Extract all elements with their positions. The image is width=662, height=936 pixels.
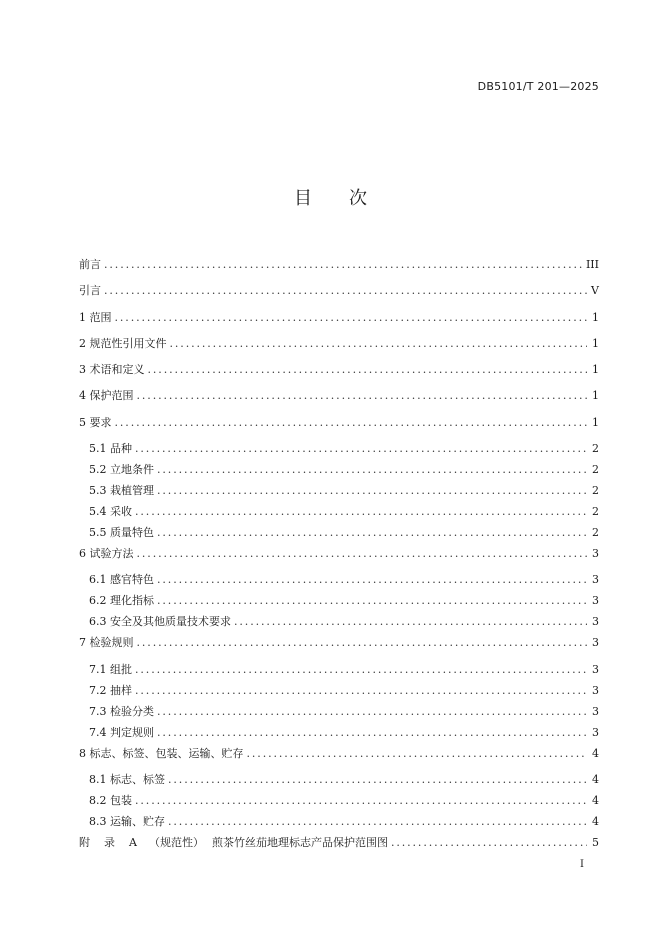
title-part-2: 次 [349, 188, 368, 209]
toc-entry-label: 5.3 栽植管理 [89, 484, 154, 498]
toc-entry[interactable] [79, 632, 599, 658]
dot-leader [135, 659, 587, 680]
toc-entry-label: 5.2 立地条件 [89, 463, 154, 477]
toc-entry-label: 3 术语和定义 [79, 363, 145, 377]
dot-leader [157, 701, 587, 722]
toc-page-number: V [591, 284, 599, 298]
toc-entry-label: 5.5 质量特色 [89, 526, 154, 540]
toc-entry[interactable] [79, 522, 599, 543]
toc-entry[interactable] [79, 590, 599, 611]
toc-entry[interactable] [79, 412, 599, 438]
toc-page-number: 2 [592, 526, 599, 540]
dot-leader [157, 459, 587, 480]
toc-entry-label: 8 标志、标签、包装、运输、贮存 [79, 746, 244, 760]
toc-entry[interactable] [79, 385, 599, 411]
toc-page-number: 3 [592, 547, 599, 561]
toc-entry[interactable] [79, 438, 599, 459]
toc-entry-label: 2 规范性引用文件 [79, 336, 167, 350]
toc-entry[interactable] [79, 611, 599, 632]
toc-entry[interactable] [79, 722, 599, 743]
dot-leader [157, 569, 587, 590]
toc-entry[interactable] [79, 769, 599, 790]
toc-page-number: 1 [592, 310, 599, 324]
dot-leader [137, 385, 588, 406]
toc-page-number: 4 [592, 746, 599, 760]
toc-entry-label: 1 范围 [79, 310, 112, 324]
toc-entry-label: 6.1 感官特色 [89, 573, 154, 587]
toc-page-number: 2 [592, 484, 599, 498]
annex-prefix: 附 [79, 835, 90, 849]
toc-page-number: 4 [592, 814, 599, 828]
toc-page-number: 1 [592, 363, 599, 377]
toc-page-number: 3 [592, 594, 599, 608]
toc-entry-label: 6.3 安全及其他质量技术要求 [89, 615, 231, 629]
dot-leader [104, 280, 587, 301]
toc-page-number: 2 [592, 463, 599, 477]
dot-leader [157, 590, 587, 611]
toc-page-number: 3 [592, 573, 599, 587]
toc-entry[interactable] [79, 359, 599, 385]
dot-leader [137, 632, 588, 653]
toc-entry[interactable] [79, 254, 599, 280]
toc-page-number: 1 [592, 389, 599, 403]
dot-leader [115, 412, 588, 433]
toc-entry-label: 4 保护范围 [79, 389, 134, 403]
toc-page-number: 4 [592, 793, 599, 807]
toc-entry[interactable] [79, 790, 599, 811]
dot-leader [135, 438, 587, 459]
annex-type: （规范性） [148, 835, 204, 849]
toc-entry-label: 5.4 采收 [89, 505, 132, 519]
toc-page-number: 3 [592, 725, 599, 739]
toc-entry-label: 7.3 检验分类 [89, 704, 154, 718]
toc-entry[interactable] [79, 480, 599, 501]
toc-entry-label: 7.4 判定规则 [89, 725, 154, 739]
toc-entry-label: 6.2 理化指标 [89, 594, 154, 608]
toc-page-number: 4 [592, 772, 599, 786]
dot-leader [135, 501, 587, 522]
dot-leader [137, 543, 588, 564]
annex-word: 录 [104, 835, 115, 849]
toc-entry[interactable] [79, 659, 599, 680]
dot-leader [170, 333, 588, 354]
toc-entry[interactable] [79, 680, 599, 701]
toc-page-number: 2 [592, 505, 599, 519]
standard-code: DB5101/T 201—2025 [477, 80, 599, 93]
page-number: I [580, 859, 584, 870]
toc-page-number: 3 [592, 615, 599, 629]
dot-leader [168, 769, 587, 790]
table-of-contents [79, 254, 599, 858]
toc-page-number: 2 [592, 442, 599, 456]
toc-entry[interactable] [79, 743, 599, 769]
toc-entry[interactable] [79, 333, 599, 359]
toc-entry-label: 7.1 组批 [89, 662, 132, 676]
toc-entry-label: 8.3 运输、贮存 [89, 814, 165, 828]
toc-entry-label: 前言 [79, 258, 101, 271]
toc-page-number: 3 [592, 704, 599, 718]
annex-title: 煎茶竹丝茄地理标志产品保护范围图 [211, 835, 388, 849]
toc-page-number: 5 [592, 835, 599, 849]
dot-leader [148, 359, 588, 380]
toc-entry-label: 引言 [79, 284, 101, 298]
dot-leader [157, 480, 587, 501]
toc-entry[interactable] [79, 280, 599, 306]
toc-entry-label: 6 试验方法 [79, 547, 134, 561]
dot-leader [157, 522, 587, 543]
toc-entry-label: 8.2 包装 [89, 793, 132, 807]
toc-entry[interactable] [79, 701, 599, 722]
toc-entry-annex-a[interactable] [79, 832, 599, 858]
dot-leader [157, 722, 587, 743]
toc-entry-label: 5 要求 [79, 415, 112, 429]
dot-leader [135, 680, 587, 701]
annex-letter: A [129, 835, 137, 849]
dot-leader [104, 254, 582, 275]
dot-leader [247, 743, 588, 764]
toc-entry[interactable] [79, 459, 599, 480]
page-title [0, 184, 662, 210]
dot-leader [168, 811, 587, 832]
toc-entry[interactable] [79, 569, 599, 590]
toc-entry-label: 7 检验规则 [79, 636, 134, 650]
toc-page-number: 1 [592, 336, 599, 350]
title-part-1: 目 [294, 188, 313, 209]
toc-entry[interactable] [79, 501, 599, 522]
dot-leader [135, 790, 587, 811]
dot-leader [115, 307, 588, 328]
toc-entry-label: 8.1 标志、标签 [89, 772, 165, 786]
toc-entry[interactable] [79, 811, 599, 832]
dot-leader [391, 832, 587, 853]
toc-page-number: 3 [592, 683, 599, 697]
toc-entry-label: 7.2 抽样 [89, 683, 132, 697]
toc-entry-label: 5.1 品种 [89, 442, 132, 456]
toc-page-number: 1 [592, 415, 599, 429]
toc-entry[interactable] [79, 307, 599, 333]
toc-page-number: 3 [592, 636, 599, 650]
toc-page-number: III [585, 258, 599, 271]
dot-leader [234, 611, 587, 632]
toc-entry[interactable] [79, 543, 599, 569]
toc-page-number: 3 [592, 662, 599, 676]
